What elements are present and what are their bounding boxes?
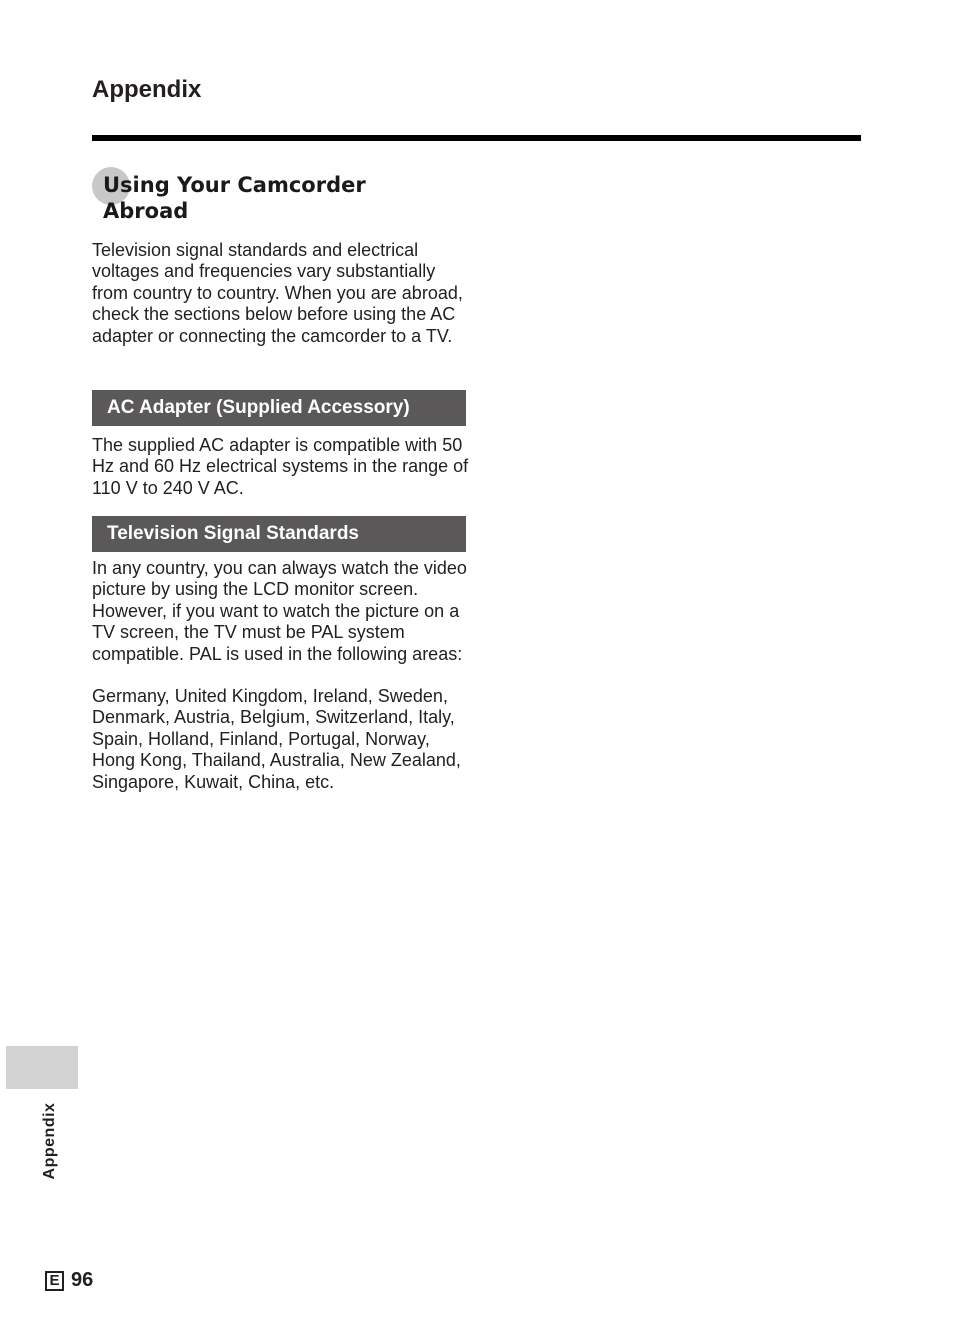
chapter-side-tab (6, 1046, 78, 1089)
section-intro-text: Television signal standards and electrical voltages and frequencies vary substantially from country to country. When you are abroad, check the sections below before using the AC adapter or connecting the camcorder to a TV. (92, 240, 463, 346)
ac-adapter-heading: AC Adapter (Supplied Accessory) (107, 397, 410, 418)
tv-standards-text: In any country, you can always watch the video picture by using the LCD monitor screen. However, if you want to watch the picture on a TV screen, the TV must be PAL system compatible. PAL is used in the following areas: (92, 558, 467, 664)
page-number: 96 (71, 1269, 94, 1291)
tv-standards-heading: Television Signal Standards (107, 523, 359, 544)
section-title: Using Your Camcorder Abroad (103, 173, 366, 223)
chapter-title: Appendix (92, 76, 202, 103)
language-code-box: E (45, 1271, 64, 1291)
pal-countries-list: Germany, United Kingdom, Ireland, Sweden, Denmark, Austria, Belgium, Switzerland, Italy, Spain, Holland, Finland, Portugal, Norway, Hong Kong, Thailand, Australia, New Zealand, Singapore, Kuwait, China, etc. (92, 686, 461, 792)
chapter-side-label: Appendix (41, 1102, 58, 1180)
page-footer (45, 1269, 93, 1292)
ac-adapter-text: The supplied AC adapter is compatible with 50 Hz and 60 Hz electrical systems in the range of 110 V to 240 V AC. (92, 435, 469, 498)
chapter-divider (92, 135, 861, 141)
ac-adapter-heading-bar (92, 390, 466, 426)
tv-standards-heading-bar (92, 516, 466, 552)
section-heading-block (92, 167, 472, 224)
